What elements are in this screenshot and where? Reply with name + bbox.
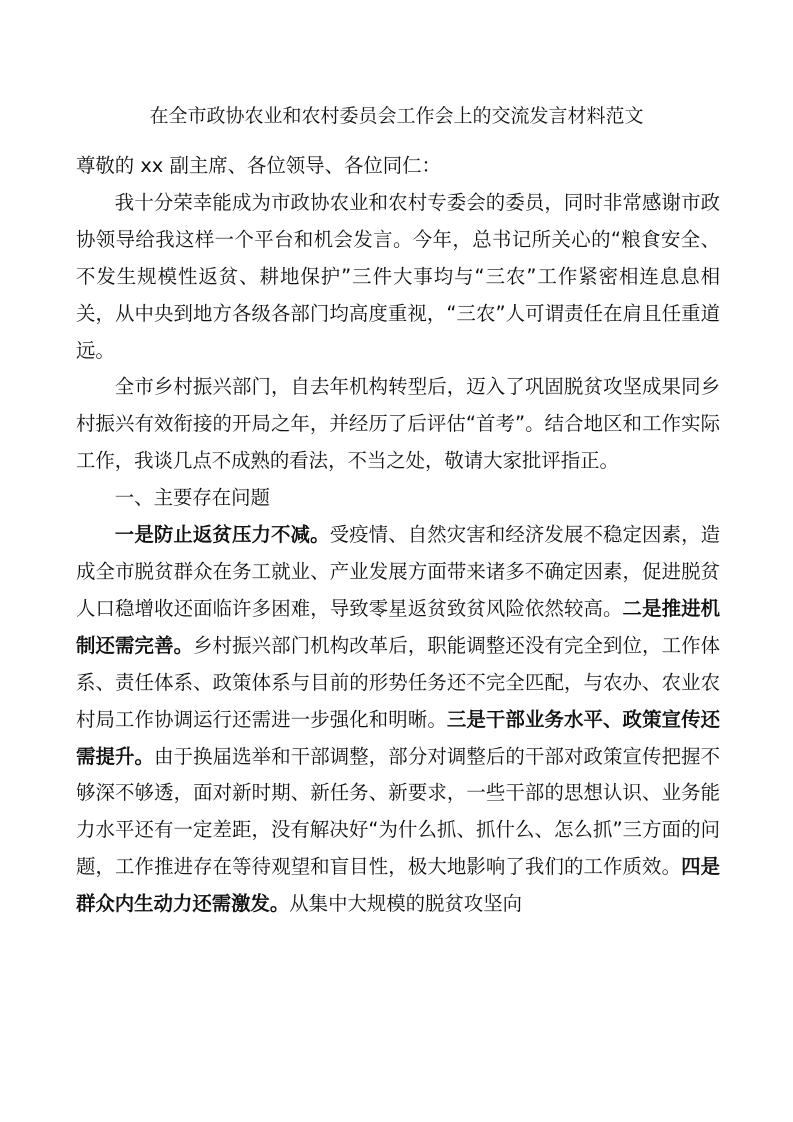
document-body [76, 148, 720, 923]
paragraph-intro-2: 全市乡村振兴部门，自去年机构转型后，迈入了巩固脱贫攻坚成果同乡村振兴有效衔接的开局之年，并经历了后评估“首考”。结合地区和工作实际工作，我谈几点不成熟的看法，不当之处，敬请大家批评指正。 [76, 375, 720, 473]
issue-4-text: 从集中大规模的脱贫攻坚向 [289, 892, 522, 916]
issue-3-text: 由于换届选举和干部调整，部分对调整后的干部对政策宣传把握不够深不够透，面对新时期、新任务、新要求，一些干部的思想认识、业务能力水平还有一定差距，没有解决好“为什么抓、抓什么、怎么抓”三方面的问题，工作推进存在等待观望和盲目性，极大地影响了我们的工作质效。 [76, 744, 721, 879]
issue-2-heading: 二是推进机制还需完善。 [76, 596, 721, 657]
paragraph-intro-1: 我十分荣幸能成为市政协农业和农村专委会的委员，同时非常感谢市政协领导给我这样一个平台和机会发言。今年，总书记所关心的“粮食安全、不发生规模性返贫、耕地保护”三件大事均与“三农”工作紧密相连息息相关，从中央到地方各级各部门均高度重视，“三农”人可谓责任在肩且任重道远。 [76, 190, 720, 362]
section-heading: 一、主要存在问题 [114, 486, 270, 510]
issue-1-text: 受疫情、自然灾害和经济发展不稳定因素，造成全市脱贫群众在务工就业、产业发展方面带来诸多不确定因素，促进脱贫人口稳增收还面临许多困难，导致零星返贫致贫风险依然较高。 [76, 523, 721, 620]
issue-1-heading: 一是防止返贫压力不减。 [114, 523, 330, 547]
paragraph-issues [76, 517, 720, 923]
issue-3-heading: 三是干部业务水平、政策宣传还需提升。 [76, 707, 721, 768]
issue-2-text: 乡村振兴部门机构改革后，职能调整还没有完全到位，工作体系、责任体系、政策体系与目前的形势任务还不完全匹配，与农办、农业农村局工作协调运行还需进一步强化和明晰。 [76, 633, 721, 731]
salutation: 尊敬的 xx 副主席、各位领导、各位同仁： [76, 154, 441, 177]
issue-4-heading: 四是群众内生动力还需激发。 [76, 855, 721, 916]
document-title: 在全市政协农业和农村委员会工作会上的交流发言材料范文 [149, 105, 644, 127]
